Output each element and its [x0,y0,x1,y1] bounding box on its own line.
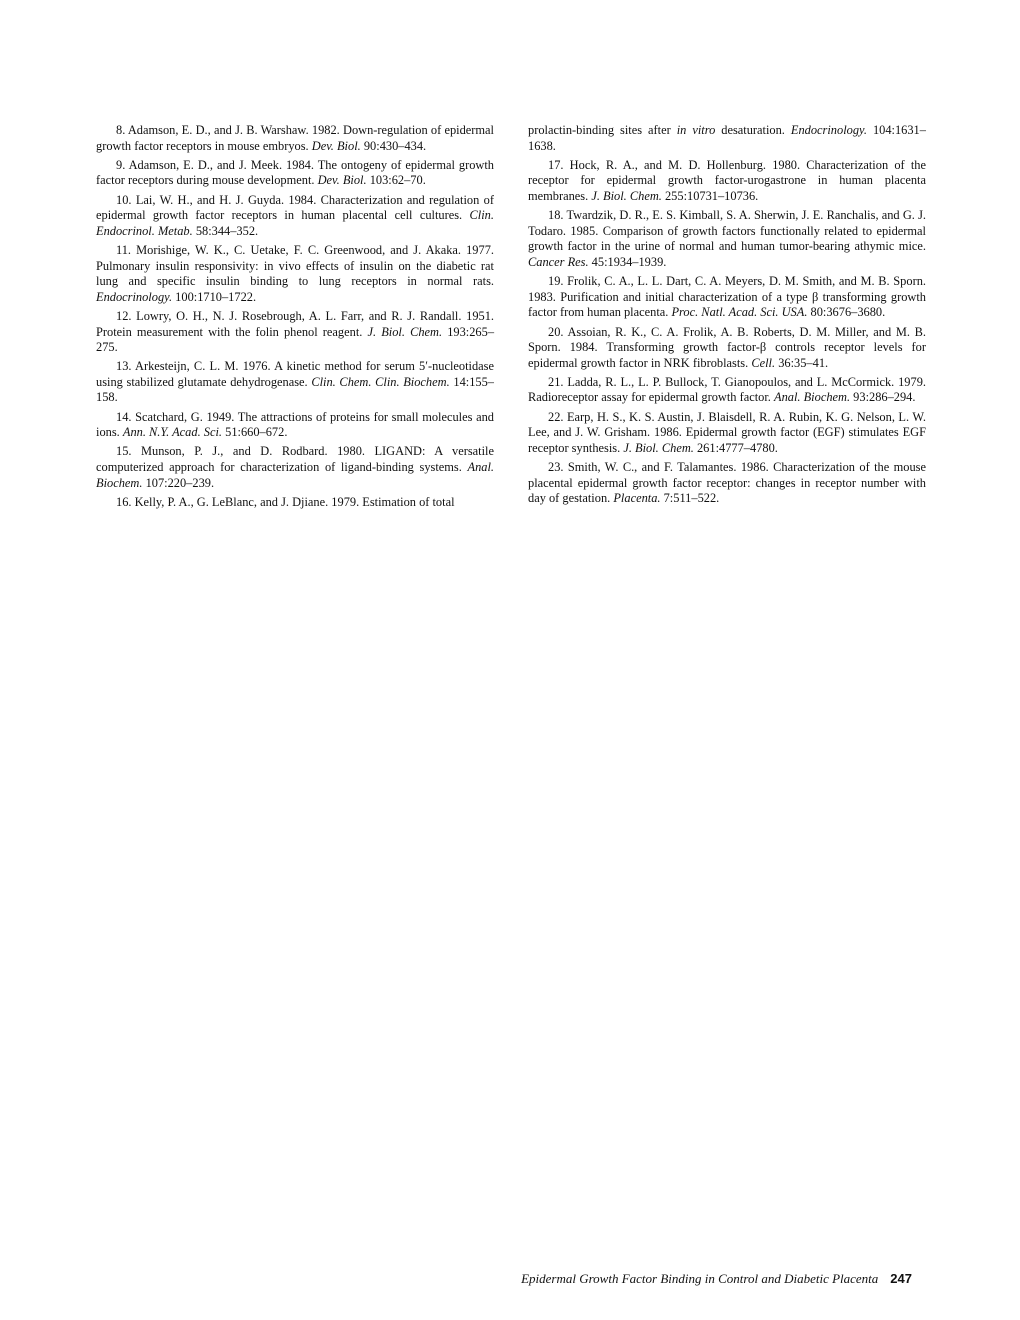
reference-9: 9. Adamson, E. D., and J. Meek. 1984. The ontogeny of epidermal growth factor receptors during mouse development. Dev. Biol. 103:62–70. [96,157,494,188]
reference-12: 12. Lowry, O. H., N. J. Rosebrough, A. L. Farr, and R. J. Randall. 1951. Protein measurement with the folin phenol reagent. J. Biol. Chem. 193:265–275. [96,308,495,355]
reference-22: 22. Earp, H. S., K. S. Austin, J. Blaisdell, R. A. Rubin, K. G. Nelson, L. W. Lee, and J. W. Grisham. 1986. Epidermal growth factor (EGF) stimulates EGF receptor synthesis. J. Biol. Chem. 261:4777–4780. [528,409,926,455]
reference-10: 10. Lai, W. H., and H. J. Guyda. 1984. Characterization and regulation of epidermal growth factor receptors in human placental cell cultures. Clin. Endocrinol. Metab. 58:344–352. [96,192,494,238]
reference-8: 8. Adamson, E. D., and J. B. Warshaw. 1982. Down-regulation of epidermal growth factor receptors in mouse embryos. Dev. Biol. 90:430–434. [96,123,494,153]
reference-23: 23. Smith, W. C., and F. Talamantes. 1986. Characterization of the mouse placental epidermal growth factor receptor: changes in receptor number with day of gestation. Placenta. 7:511–522. [528,460,926,506]
reference-15: 15. Munson, P. J., and D. Rodbard. 1980. LIGAND: A versatile computerized approach for characterization of ligand-binding systems. Anal. Biochem. 107:220–239. [96,444,494,490]
reference-19: 19. Frolik, C. A., L. L. Dart, C. A. Meyers, D. M. Smith, and M. B. Sporn. 1983. Purification and initial characterization of a type β transforming growth factor from human placenta. Proc. Natl. Acad. Sci. USA. 80:3676–3680. [528,274,926,320]
reference-11: 11. Morishige, W. K., C. Uetake, F. C. Greenwood, and J. Akaka. 1977. Pulmonary insulin responsivity: in vivo effects of insulin on the diabetic rat lung and specific insulin binding to lung receptors in normal rats. Endocrinology. 100:1710–1722. [96,242,494,304]
reference-13: 13. Arkesteijn, C. L. M. 1976. A kinetic method for serum 5′-nucleotidase using stabilized glutamate dehydrogenase. Clin. Chem. Clin. Biochem. 14:155–158. [96,359,494,405]
references-right-column [528,123,926,510]
page-number: 247 [890,1271,912,1286]
running-title: Epidermal Growth Factor Binding in Control and Diabetic Placenta [521,1271,879,1286]
reference-16-continued: prolactin-binding sites after in vitro desaturation. Endocrinology. 104:1631–1638. [528,123,926,153]
reference-20: 20. Assoian, R. K., C. A. Frolik, A. B. Roberts, D. M. Miller, and M. B. Sporn. 1984. Transforming growth factor-β controls receptor levels for epidermal growth factor in NRK fibroblasts. Cell. 36:35–41. [528,324,926,370]
reference-16: 16. Kelly, P. A., G. LeBlanc, and J. Djiane. 1979. Estimation of total [116,494,455,509]
reference-21: 21. Ladda, R. L., L. P. Bullock, T. Gianopoulos, and L. McCormick. 1979. Radioreceptor assay for epidermal growth factor. Anal. Biochem. 93:286–294. [528,374,926,405]
reference-17: 17. Hock, R. A., and M. D. Hollenburg. 1980. Characterization of the receptor for epidermal growth factor-urogastrone in human placenta membranes. J. Biol. Chem. 255:10731–10736. [528,157,926,203]
running-footer [480,1271,912,1287]
reference-18: 18. Twardzik, D. R., E. S. Kimball, S. A. Sherwin, J. E. Ranchalis, and G. J. Todaro. 1985. Comparison of growth factors functionally related to epidermal growth factor in the urine of normal and human tumor-bearing athymic mice. Cancer Res. 45:1934–1939. [528,208,926,269]
reference-14: 14. Scatchard, G. 1949. The attractions of proteins for small molecules and ions. Ann. N.Y. Acad. Sci. 51:660–672. [96,409,494,440]
references-left-column [96,123,494,514]
